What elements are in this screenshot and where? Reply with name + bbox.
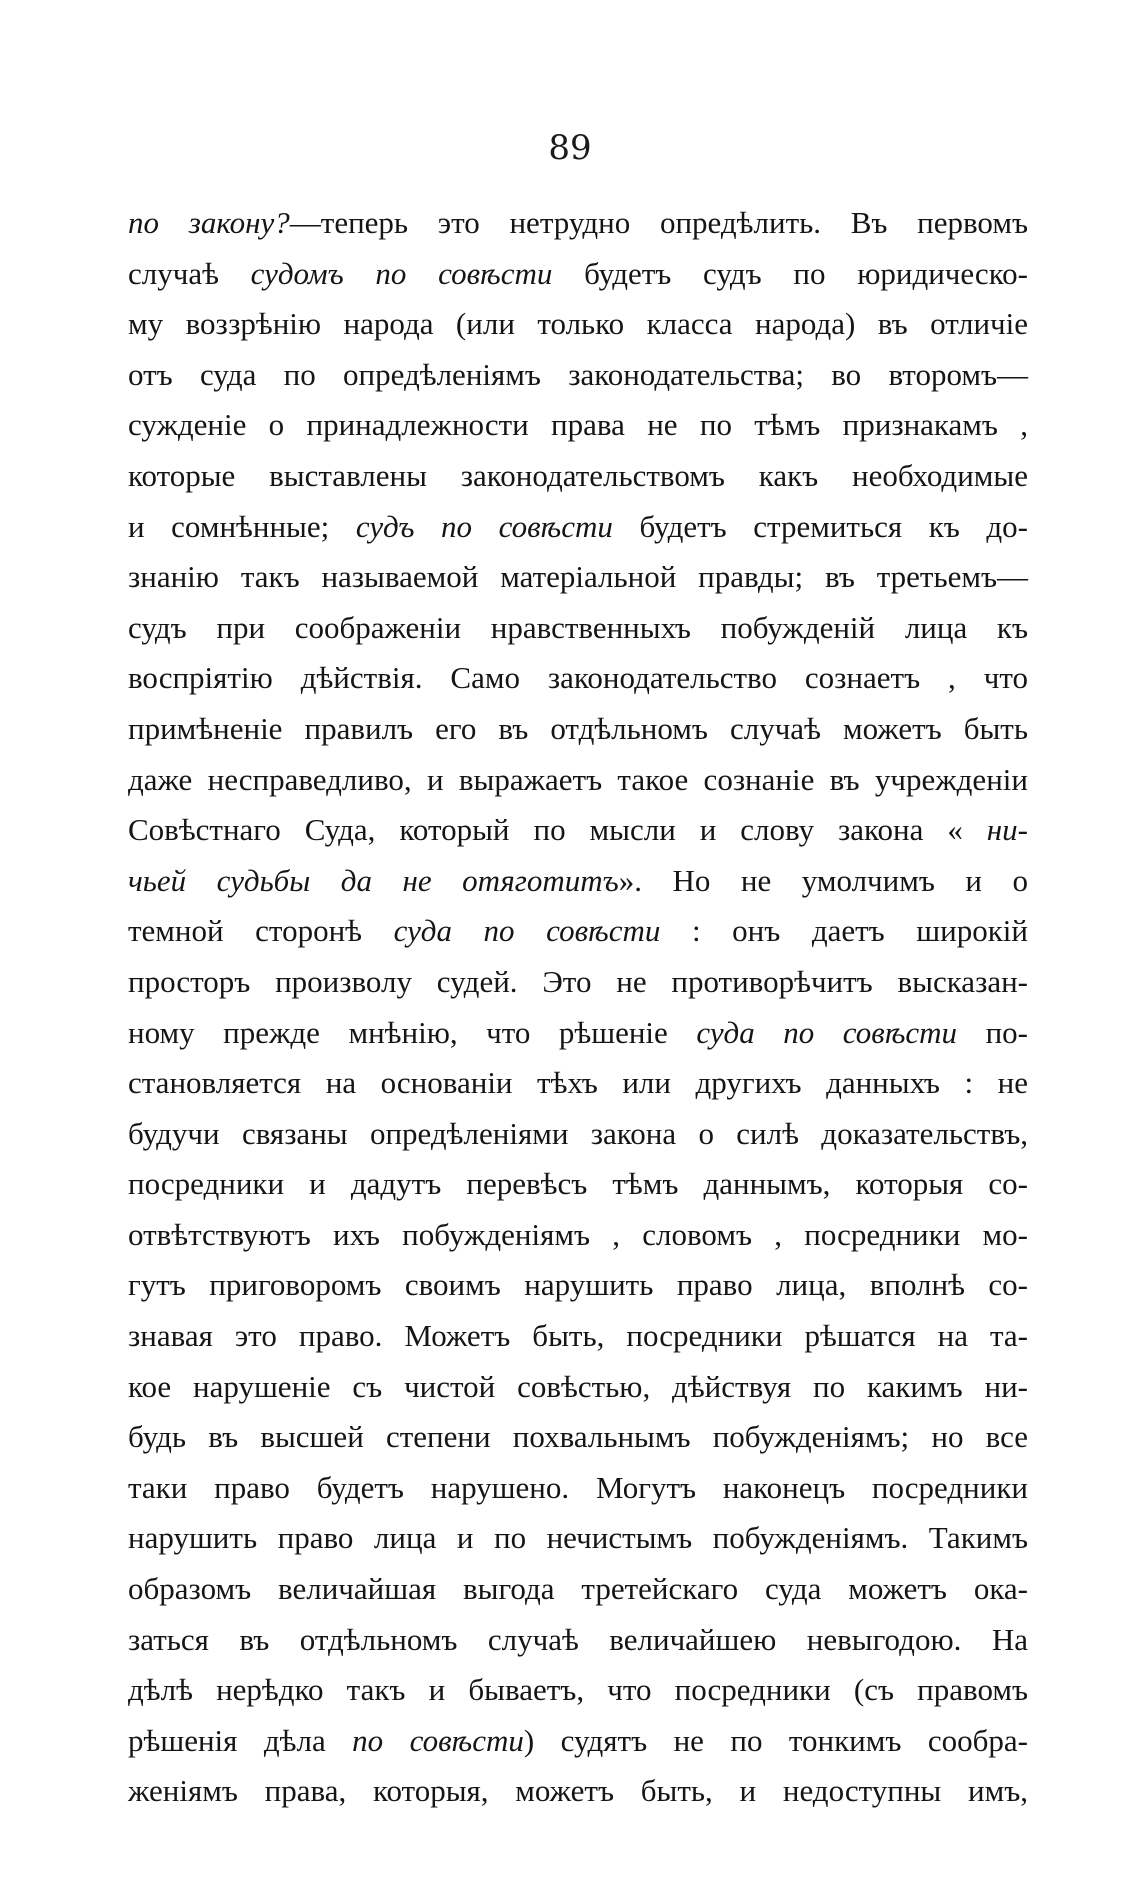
text-line (128, 552, 1028, 603)
text-segment: сужденіе о принадлежности права не по тѣмъ признакамъ , (128, 407, 1028, 443)
text-segment: кое нарушеніе съ чистой совѣстью, дѣйствуя по какимъ ни- (128, 1368, 1028, 1404)
text-line (128, 1412, 1028, 1463)
text-segment: которые выставлены законодательствомъ какъ необходимые (128, 457, 1028, 493)
text-line (128, 755, 1028, 806)
text-segment: будучи связаны опредѣленіями закона о силѣ доказательствъ, (128, 1115, 1028, 1151)
text-segment: будетъ судъ по юридическо- (552, 255, 1029, 291)
text-segment: становляется на основаніи тѣхъ или другихъ данныхъ : не (128, 1065, 1028, 1101)
text-segment: : онъ даетъ широкій (660, 913, 1028, 949)
text-line (128, 1311, 1028, 1362)
text-segment: будь въ высшей степени похвальнымъ побужденіямъ; но все (128, 1419, 1028, 1455)
italic-text-segment: суда по совѣсти (393, 913, 661, 949)
text-segment: примѣненіе правилъ его въ отдѣльномъ случаѣ можетъ быть (128, 710, 1028, 746)
text-line (128, 1463, 1028, 1514)
page-number: 89 (548, 128, 592, 168)
text-line (128, 856, 1028, 907)
text-segment: таки право будетъ нарушено. Могутъ наконецъ посредники (128, 1469, 1028, 1505)
text-segment: му воззрѣнію народа (или только класса народа) въ отличіе (128, 306, 1028, 342)
text-line (128, 1766, 1028, 1817)
text-segment: нарушить право лица и по нечистымъ побужденіямъ. Такимъ (128, 1520, 1028, 1556)
text-segment: будетъ стремиться къ до- (612, 508, 1028, 544)
text-segment: по- (957, 1014, 1028, 1050)
italic-text-segment: судъ по совѣсти (355, 508, 613, 544)
italic-text-segment: судомъ по совѣсти (250, 255, 553, 291)
italic-text-segment: чьей судьбы да не отяготитъ (128, 862, 619, 898)
text-segment: судъ при соображеніи нравственныхъ побужденій лица къ (128, 609, 1028, 645)
text-segment: отвѣтствуютъ ихъ побужденіямъ , словомъ , посредники мо- (128, 1216, 1028, 1252)
text-segment: и сомнѣнные; (128, 508, 356, 544)
text-segment: знавая это право. Можетъ быть, посредники рѣшатся на та- (128, 1318, 1028, 1354)
italic-text-segment: по закону? (128, 205, 290, 240)
text-segment: даже несправедливо, и выражаетъ такое сознаніе въ учрежденіи (128, 761, 1028, 797)
text-segment: женіямъ права, которыя, можетъ быть, и недоступны имъ, (128, 1773, 1028, 1809)
text-line (128, 1109, 1028, 1160)
text-line (128, 704, 1028, 755)
text-segment: знанію такъ называемой матеріальной правды; въ третьемъ— (128, 559, 1028, 595)
text-segment: воспріятію дѣйствія. Само законодательство сознаетъ , что (128, 660, 1028, 696)
text-line (128, 299, 1028, 350)
text-segment: гутъ приговоромъ своимъ нарушить право лица, вполнѣ со- (128, 1267, 1028, 1303)
text-line (128, 1665, 1028, 1716)
text-line (128, 805, 1028, 856)
text-line (128, 906, 1028, 957)
text-line (128, 502, 1028, 553)
text-segment: заться въ отдѣльномъ случаѣ величайшею невыгодою. На (128, 1621, 1028, 1657)
text-line (128, 1159, 1028, 1210)
text-segment: —теперь это нетрудно опредѣлить. Въ первомъ (289, 205, 1028, 240)
text-segment: ». Но не умолчимъ и о (618, 862, 1028, 898)
text-line (128, 1615, 1028, 1666)
text-line (128, 1564, 1028, 1615)
text-line (128, 653, 1028, 704)
text-line (128, 400, 1028, 451)
italic-text-segment: суда по совѣсти (696, 1014, 958, 1050)
text-line (128, 350, 1028, 401)
text-segment: ному прежде мнѣнію, что рѣшеніе (128, 1014, 697, 1050)
text-segment: темной сторонѣ (128, 913, 394, 949)
text-segment: случаѣ (128, 255, 251, 291)
text-segment: просторъ произволу судей. Это не противорѣчитъ высказан- (128, 963, 1028, 999)
text-segment: ) судятъ не по тонкимъ сообра- (523, 1722, 1028, 1758)
italic-text-segment: ни- (986, 812, 1028, 848)
text-line (128, 249, 1028, 300)
text-segment: рѣшенія дѣла (128, 1722, 353, 1758)
text-line (128, 957, 1028, 1008)
text-line (128, 1008, 1028, 1059)
italic-text-segment: по совѣсти (352, 1722, 524, 1758)
text-line (128, 1058, 1028, 1109)
text-line (128, 1513, 1028, 1564)
text-segment: образомъ величайшая выгода третейскаго суда можетъ ока- (128, 1571, 1028, 1607)
text-line (128, 1716, 1028, 1767)
text-segment: посредники и дадутъ перевѣсъ тѣмъ даннымъ, которыя со- (128, 1166, 1028, 1202)
text-line (128, 1210, 1028, 1261)
text-segment: отъ суда по опредѣленіямъ законодательства; во второмъ— (128, 356, 1028, 392)
text-segment: Совѣстнаго Суда, который по мысли и слову закона « (128, 812, 987, 848)
text-line (128, 1260, 1028, 1311)
text-segment: дѣлѣ нерѣдко такъ и бываетъ, что посредники (съ правомъ (128, 1672, 1028, 1708)
text-line (128, 451, 1028, 502)
text-line (128, 1362, 1028, 1413)
text-line (128, 198, 1028, 249)
body-text (128, 198, 1028, 1817)
text-line (128, 603, 1028, 654)
